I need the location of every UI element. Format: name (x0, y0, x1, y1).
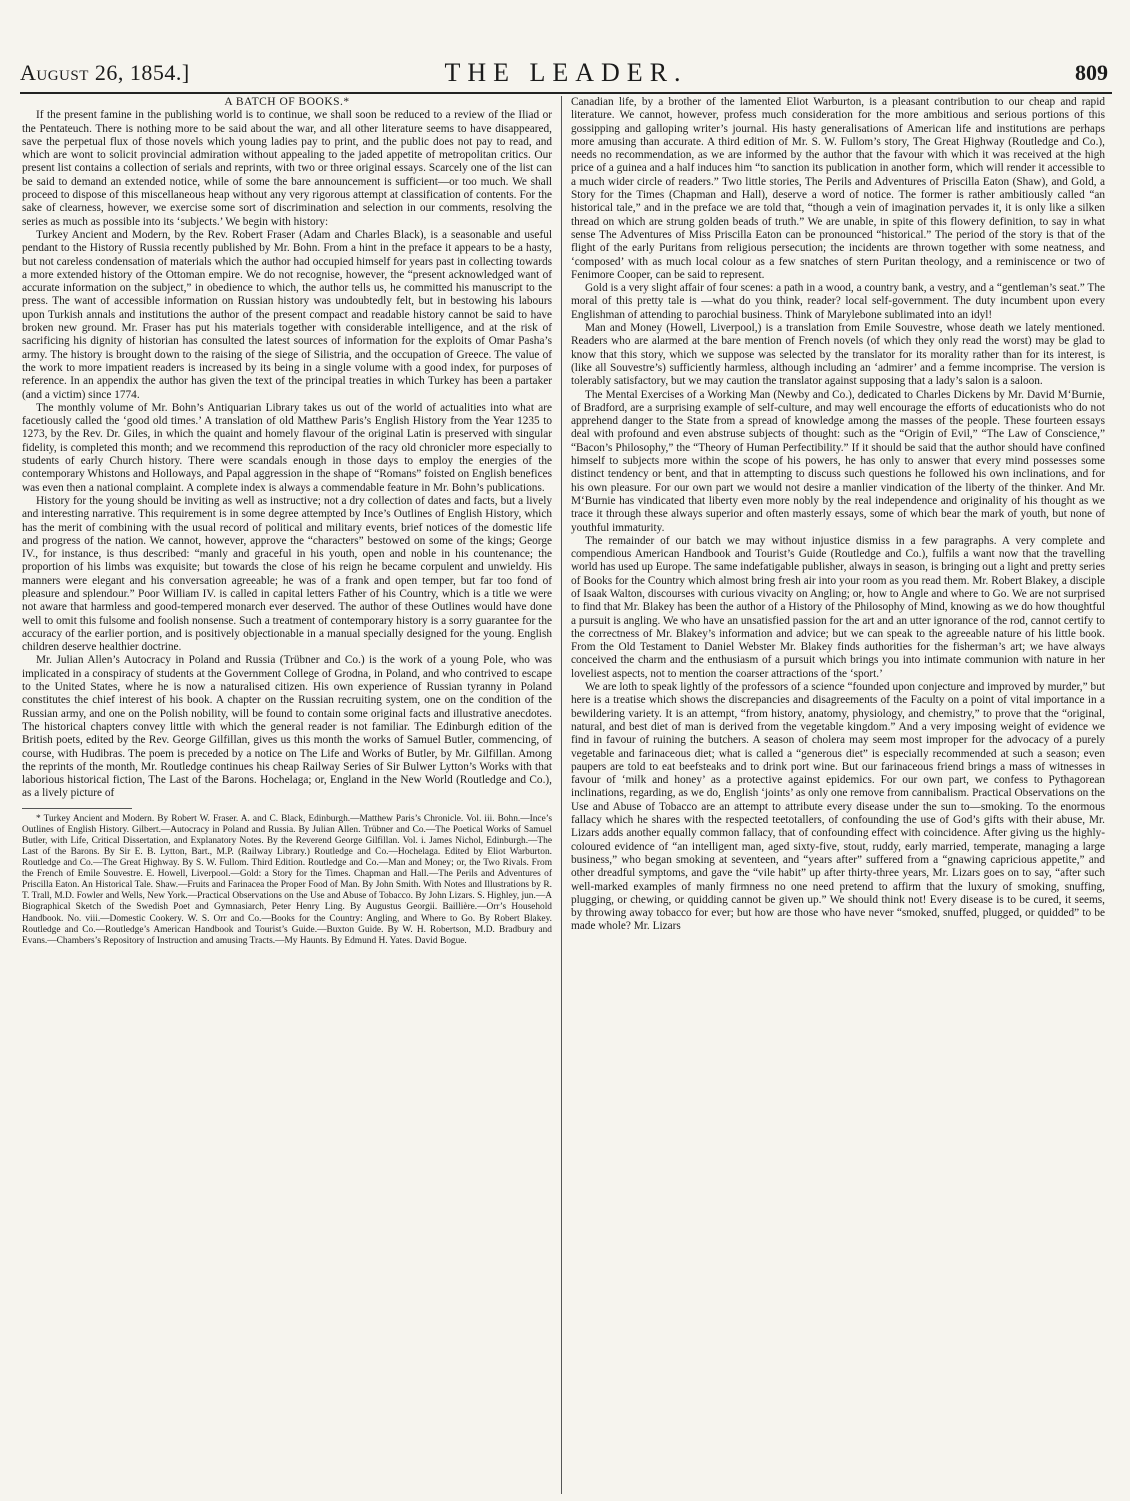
column-rule (561, 96, 562, 1494)
issue-date: August 26, 1854.] (20, 60, 190, 85)
article-paragraph: We are loth to speak lightly of the professors of a science “founded upon conjecture and improved by murder,” but here is a treatise which shows the discrepancies and disagreements of the Faculty on a point of vital importance in a bewildering variety. It is an attempt, “from history, anatomy, physiology, and chemistry,” to prove that the “original, natural, and best diet of man is derived from the vegetable kingdom.” And a very imposing weight of evidence we find in favour of ruining the butchers. A season of cholera may seem most improper for the advocacy of a purely vegetable and farinaceous diet; what is called a “generous diet” is especially recommended at such a season; even paupers are told to eat beefsteaks and to drink port wine. But our farinaceous friend brings a mass of witnesses in favour of ‘milk and honey’ as a protective against epidemics. For our own part, we confess to Pythagorean inclinations, regarding, as we do, English ‘joints’ as only one remove from cannibalism. Practical Observations on the Use and Abuse of Tobacco are an attempt to attribute every disease under the sun to—smoking. To the enormous fallacy which he shares with the respected teetotallers, of confounding the use of God’s gifts with their abuse, Mr. Lizars adds another equally common fallacy, that of confounding effect with coincidence. After giving us the highly-coloured evidence of “an intelligent man, aged sixty-five, stout, ruddy, early married, temperate, managing a large business,” who began smoking at seventeen, and “years after” suffered from a “gnawing capricious appetite,” and other dreadful symptoms, and gave the “vile habit” up after thirty-three years, Mr. Lizars goes on to say, “after such well-marked examples of manly firmness no one need pretend to affirm that the luxury of smoking, snuffing, plugging, or chewing, or quidding cannot be given up.” We should think not! Every disease is to be cured, it seems, by throwing away tobacco for ever; but how are those who have never “smoked, snuffed, plugged, or quidded” to be made whole? Mr. Lizars (571, 681, 1105, 933)
article-paragraph: History for the young should be inviting as well as instructive; not a dry collection of dates and facts, but a lively and interesting narrative. This requirement is in some degree attempted by Ince’s Outlines of English History, which has the merit of combining with the usual record of political and military events, brief notices of the domestic life and progress of the nation. We cannot, however, approve the “characters” bestowed on some of the kings; George IV., for instance, is thus described: “manly and graceful in his youth, open and noble in his countenance; the proportion of his limbs was exquisite; but towards the close of his reign he became corpulent and unwieldy. His manners were elegant and his conversation agreeable; he was of a frank and open temper, but far too fond of pleasure and splendour.” Poor William IV. is called in capital letters Father of his Country, which is a title we were not aware that harmless and good-tempered monarch ever deserved. The author of these Outlines would have done well to omit this fulsome and foolish nonsense. Such a treatment of contemporary history is a sorry guarantee for the accuracy of the earlier portion, and is positively objectionable in a manual specially designed for the young. English children deserve healthier doctrine. (22, 494, 552, 654)
article-paragraph: Canadian life, by a brother of the lamented Eliot Warburton, is a pleasant contribution to our cheap and rapid literature. We cannot, however, profess much consideration for the more ambitious and serious portions of this gossipping and galloping writer’s journal. His hasty generalisations of American life and institutions are perhaps more amusing than accurate. A third edition of Mr. S. W. Fullom’s story, The Great Highway (Routledge and Co.), needs no recommendation, as we are informed by the author that the favour with which it was received at the high price of a guinea and a half induces him “to sanction its publication in another form, which will render it accessible to a much wider circle of readers.” Two little stories, The Perils and Adventures of Priscilla Eaton (Shaw), and Gold, a Story for the Times (Chapman and Hall), deserve a word of notice. The former is rather ambitiously called “an historical tale,” and in the preface we are told that, “though a vein of imagination pervades it, it is only like a silken thread on which are strung golden beads of truth.” We are unable, in spite of this flowery definition, to say in what sense The Adventures of Miss Priscilla Eaton can be pronounced “historical.” The period of the story is that of the flight of the early Puritans from religious persecution; the incidents are thrown together with some neatness, and ‘composed’ with as much local colour as a few snatches of stern Puritan theology, and a reminiscence or two of Fenimore Cooper, can be said to represent. (571, 96, 1105, 281)
article-paragraph: The monthly volume of Mr. Bohn’s Antiquarian Library takes us out of the world of actualities into what are facetiously called the ‘good old times.’ A translation of old Matthew Paris’s English History from the Year 1235 to 1273, by the Rev. Dr. Giles, in which the quaint and homely flavour of the original Latin is preserved with singular fidelity, is completed this month; and we recommend this reproduction of the racy old chronicler more especially to students of early Church history. There were scandals enough in those days to employ the energies of the contemporary Whistons and Holloways, and Papal aggression in the shape of “Romans” foisted on English benefices was even then a national complaint. A complete index is always a commendable feature in Mr. Bohn’s publications. (22, 401, 552, 494)
article-paragraph: Turkey Ancient and Modern, by the Rev. Robert Fraser (Adam and Charles Black), is a seasonable and useful pendant to the History of Russia recently published by Mr. Bohn. From a hint in the preface it appears to be a hasty, but not careless condensation of materials which the author had occupied himself for years past in collecting towards a more extended history of the Ottoman empire. We do not recognise, however, the “present acknowledged want of accurate information on the subject,” in obedience to which, the author tells us, he committed his manuscript to the press. The want of accessible information on Russian history was undoubtedly felt, but in bestowing his labours upon Turkish annals and institutions the author of the present compact and readable history cannot be said to have broken new ground. Mr. Fraser has put his materials together with considerable intelligence, and at the risk of sacrificing his dignity of historian has consulted the latest sources of information for the exploits of Omar Pasha’s army. The history is brought down to the raising of the siege of Silistria, and the occupation of Greece. The value of the work to more impatient readers is increased by its being in a single volume with a good index, for purposes of reference. In an appendix the author has given the text of the principal treaties in which Turkey has been a partaker (and a victim) since 1774. (22, 228, 552, 401)
article-paragraph: The remainder of our batch we may without injustice dismiss in a few paragraphs. A very complete and compendious American Handbook and Tourist’s Guide (Routledge and Co.), fulfils a want now that the travelling world has used up Europe. The same indefatigable publisher, always in season, is bringing out a light and pretty series of Books for the Country which almost bring fresh air into your room as you read them. Mr. Robert Blakey, a disciple of Isaak Walton, discourses with curious vivacity on Angling; or, how to Angle and where to Go. We are not surprised to find that Mr. Blakey has been the author of a History of the Philosophy of Mind, knowing as we do how thoughtful a pursuit is angling. We who have an unsatisfied passion for the art and an utter ignorance of the rod, cannot certify to the correctness of Mr. Blakey’s information and advice; but we can speak to the agreeable nature of his little book. From the Old Testament to Daniel Webster Mr. Blakey finds authorities for the fisherman’s art; we have always conceived the charm and the enthusiasm of a pursuit which brings you into intimate communion with nature in her loveliest aspects, not to mention the coarser attractions of the ‘sport.’ (571, 534, 1105, 680)
footnote: * Turkey Ancient and Modern. By Robert W. Fraser. A. and C. Black, Edinburgh.—Matthew Paris’s Chronicle. Vol. iii. Bohn.—Ince’s Outlines of English History. Gilbert.—Autocracy in Poland and Russia. By Julian Allen. Trübner and Co.—The Poetical Works of Samuel Butler, with Life, Critical Dissertation, and Explanatory Notes. By the Reverend George Gilfillan. Vol. i. James Nichol, Edinburgh.—The Last of the Barons. By Sir E. B. Lytton, Bart., M.P. (Railway Library.) Routledge and Co.—Hochelaga. Edited by Eliot Warburton. Routledge and Co.—The Great Highway. By S. W. Fullom. Third Edition. Routledge and Co.—Man and Money; or, the Two Rivals. From the French of Emile Souvestre. E. Howell, Liverpool.—Gold: a Story for the Times. Chapman and Hall.—The Perils and Adventures of Priscilla Eaton. An Historical Tale. Shaw.—Fruits and Farinacea the Proper Food of Man. By John Smith. With Notes and Illustrations by R. T. Trall, M.D. Fowler and Wells, New York.—Practical Observations on the Use and Abuse of Tobacco. By John Lizars. S. Highley, jun.—A Biographical Sketch of the Swedish Poet and Gymnasiarch, Peter Henry Ling. By Augustus Georgii. Baillière.—Orr’s Household Handbook. No. viii.—Domestic Cookery. W. S. Orr and Co.—Books for the Country: Angling, and Where to Go. By Robert Blakey. Routledge and Co.—Routledge’s American Handbook and Tourist’s Guide.—Buxton Guide. By W. H. Robertson, M.D. Bradbury and Evans.—Chambers’s Repository of Instruction and amusing Tracts.—My Haunts. By Edmund H. Yates. David Bogue. (22, 813, 552, 946)
article-heading: A BATCH OF BOOKS.* (224, 96, 350, 108)
footnote-divider (22, 808, 132, 809)
page-number: 809 (1075, 60, 1108, 85)
article-paragraph: If the present famine in the publishing world is to continue, we shall soon be reduced to a review of the Iliad or the Pentateuch. There is nothing more to be said about the war, and all other literature seems to have disappeared, save the perpetual flux of those novels which young ladies pay to print, and the public does not pay to read, and which are wont to solicit provincial admiration without appealing to the jaded appetite of metropolitan critics. Our present list contains a collection of serials and reprints, with two or three original essays. Scarcely one of the list can be said to demand an extended notice, while of some the bare announcement is sufficient—or too much. We shall proceed to dispose of this miscellaneous heap without any very rigorous attempt at classification of contents. For the sake of clearness, however, we exercise some sort of discrimination and selection in our comments, resolving the series as much as possible into its ‘subjects.’ We begin with history: (22, 109, 552, 228)
article-paragraph: The Mental Exercises of a Working Man (Newby and Co.), dedicated to Charles Dickens by Mr. David M‘Burnie, of Bradford, are a surprising example of self-culture, and may well encourage the efforts of educationists who do not apprehend danger to the State from a spread of knowledge among the masses of the people. These fourteen essays deal with profound and even abstruse subjects of thought: such as the “Origin of Evil,” “The Law of Conscience,” “Bacon’s Philosophy,” the “Theory of Human Perfectibility.” If it should be said that the author should have confined himself to subjects more within the scope of his powers, he has only to answer that every mind possesses some distinct tendency or bent, and that in attempting to discuss such questions he followed his own inclinations, and for his own pleasure. For our own part we would not desire a manlier vindication of the liberty of the thinker. And Mr. M‘Burnie has vindicated that liberty even more nobly by the real independence and originality of his thought as we trace it through these always superior and often masterly essays, some of which bear the mark of youth, but none of youthful immaturity. (571, 388, 1105, 534)
left-column (22, 96, 552, 1494)
newspaper-title: THE LEADER. (444, 58, 688, 87)
right-column (571, 96, 1105, 1494)
article-paragraph: Man and Money (Howell, Liverpool,) is a translation from Emile Souvestre, whose death we lately mentioned. Readers who are alarmed at the bare mention of French novels (of which they only read the worst) may be glad to know that this story, which we suppose was selected by the translator for its morality rather than for its interest, is (like all Souvestre’s) sufficiently harmless, although including an ‘admirer’ and a femme incomprise. The version is tolerably satisfactory, but we may caution the translator against supposing that a lady’s salon is a saloon. (571, 322, 1105, 388)
article-paragraph: Gold is a very slight affair of four scenes: a path in a wood, a country bank, a vestry, and a “gentleman’s seat.” The moral of this pretty tale is —what do you think, reader? local self-government. The duty incumbent upon every Englishman of attending to parochial business. Think of Marylebone sublimated into an idyl! (571, 282, 1105, 321)
article-paragraph: Mr. Julian Allen’s Autocracy in Poland and Russia (Trübner and Co.) is the work of a young Pole, who was implicated in a conspiracy of students at the Government College of Grodna, in Poland, and who contrived to escape to the United States, where he is now a naturalised citizen. His own experience of Russian tyranny in Poland constitutes the chief interest of his book. A chapter on the Russian recruiting system, one on the condition of the Russian army, and one on the Polish nobility, will be found to contain some original facts and illustrative anecdotes. The historical chapters convey little with which the general reader is not familiar. The Edinburgh edition of the British poets, edited by the Rev. George Gilfillan, gives us this month the works of Samuel Butler, commencing, of course, with Hudibras. The poem is preceded by a notice on The Life and Works of Butler, by Mr. Gilfillan. Among the reprints of the month, Mr. Routledge continues his cheap Railway Series of Sir Bulwer Lytton’s Works with that laborious historical fiction, The Last of the Barons. Hochelaga; or, England in the New World (Routledge and Co.), as a lively picture of (22, 654, 552, 800)
masthead (20, 52, 1112, 94)
